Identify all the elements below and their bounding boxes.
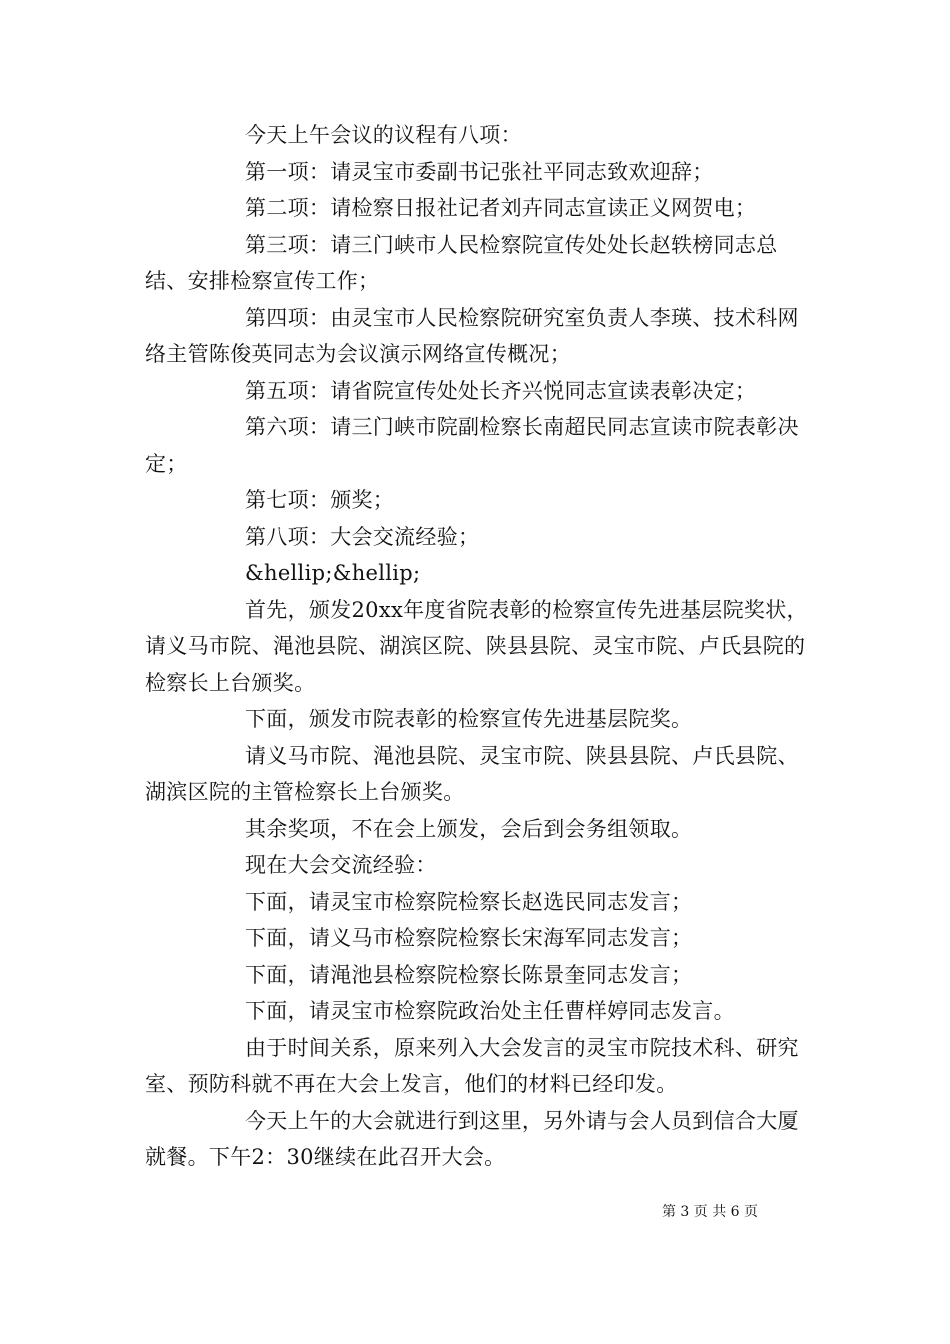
- paragraph: 其余奖项，不在会上颁发，会后到会务组领取。: [245, 816, 693, 841]
- paragraph: 今天上午的大会就进行到这里，另外请与会人员到信合大厦就餐。下午2：30继续在此召开大会。: [145, 1108, 799, 1169]
- paragraph: 第二项：请检察日报社记者刘卉同志宣读正义网贺电；: [245, 196, 757, 220]
- paragraph: 现在大会交流经验：: [245, 853, 437, 877]
- paragraph: 下面，颁发市院表彰的检察宣传先进基层院奖。: [245, 707, 693, 731]
- paragraph: 第六项：请三门峡市院副检察长南超民同志宣读市院表彰决定；: [145, 415, 799, 476]
- paragraph: 第五项：请省院宣传处处长齐兴悦同志宣读表彰决定；: [245, 378, 757, 403]
- paragraph: &hellip;&hellip;: [245, 561, 421, 585]
- paragraph: 第七项：颁奖；: [245, 488, 395, 512]
- paragraph: 今天上午会议的议程有八项：: [245, 123, 522, 147]
- paragraph: 下面，请灵宝市检察院检察长赵选民同志发言；: [245, 889, 693, 914]
- paragraph: 第八项：大会交流经验；: [245, 524, 480, 549]
- page-number-label: 第 3 页 共 6 页: [661, 1204, 759, 1220]
- paragraph: 第四项：由灵宝市人民检察院研究室负责人李瑛、技术科网络主管陈俊英同志为会议演示网络宣传概况；: [145, 305, 799, 366]
- paragraph: 首先，颁发20xx年度省院表彰的检察宣传先进基层院奖状，请义马市院、渑池县院、湖滨区院、陕县县院、灵宝市院、卢氏县院的检察长上台颁奖。: [145, 597, 808, 695]
- paragraph: 由于时间关系，原来列入大会发言的灵宝市院技术科、研究室、预防科就不再在大会上发言，他们的材料已经印发。: [145, 1035, 799, 1096]
- paragraph: 第三项：请三门峡市人民检察院宣传处处长赵轶榜同志总结、安排检察宣传工作；: [145, 232, 778, 293]
- page-footer: [0, 1202, 950, 1222]
- paragraph: 下面，请渑池县检察院检察长陈景奎同志发言；: [245, 962, 693, 987]
- paragraph: 请义马市院、渑池县院、灵宝市院、陕县县院、卢氏县院、湖滨区院的主管检察长上台颁奖。: [145, 743, 799, 804]
- paragraph: 下面，请义马市检察院检察长宋海军同志发言；: [245, 926, 693, 950]
- paragraph: 下面，请灵宝市检察院政治处主任曹样婷同志发言。: [245, 999, 735, 1023]
- paragraph: 第一项：请灵宝市委副书记张社平同志致欢迎辞；: [245, 159, 714, 184]
- document-body: [145, 117, 815, 1176]
